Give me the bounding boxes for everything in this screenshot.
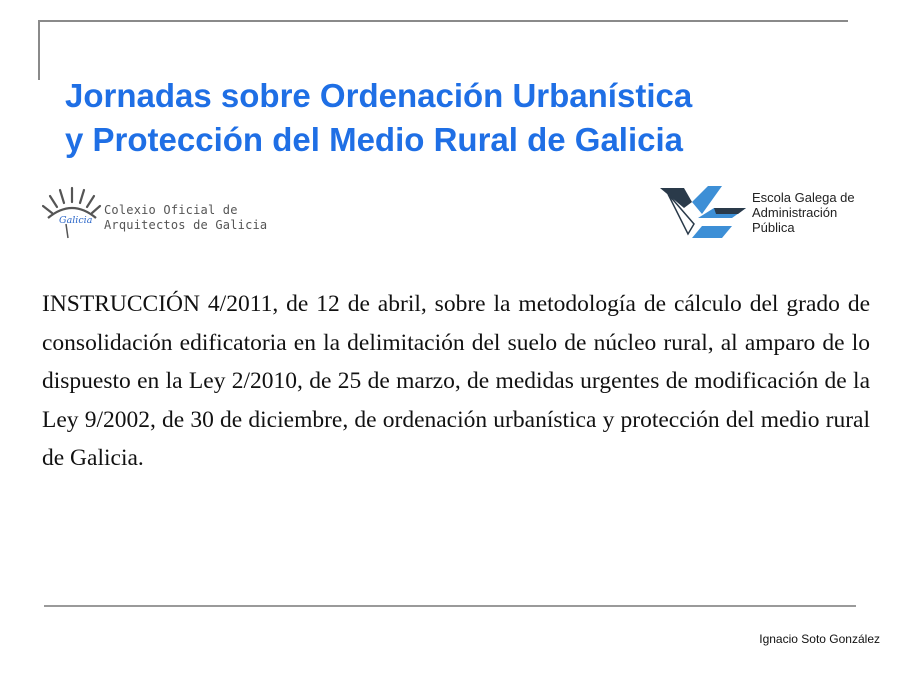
egap-emblem-icon [658, 184, 748, 240]
frame-top-line [38, 20, 848, 22]
title-line-1: Jornadas sobre Ordenación Urbanística [65, 77, 693, 114]
emblem-text: Galicia [59, 215, 93, 226]
frame-left-line [38, 20, 40, 80]
coag-logo-text [104, 203, 267, 233]
bottom-rule [44, 605, 856, 607]
egap-line-2: Administración [752, 205, 838, 220]
author-name: Ignacio Soto González [759, 632, 880, 646]
egap-line-1: Escola Galega de [752, 190, 855, 205]
title-line-2: y Protección del Medio Rural de Galicia [65, 121, 684, 158]
body-paragraph: INSTRUCCIÓN 4/2011, de 12 de abril, sobre la metodología de cálculo del grado de consolidación edificatoria en la delimitación del suelo de núcleo rural, al amparo de lo dispuesto en la Ley 2/2010, de 25 de marzo, de medidas urgentes de modificación de la Ley 9/2002, de 30 de diciembre, de ordenación urbanística y protección del medio rural de Galicia. [42, 291, 870, 471]
egap-line-3: Pública [752, 220, 795, 235]
coag-line-2: Arquitectos de Galicia [104, 218, 268, 232]
slide-title [65, 74, 865, 162]
egap-logo-text [752, 190, 855, 235]
coag-line-1: Colexio Oficial de [104, 203, 238, 217]
